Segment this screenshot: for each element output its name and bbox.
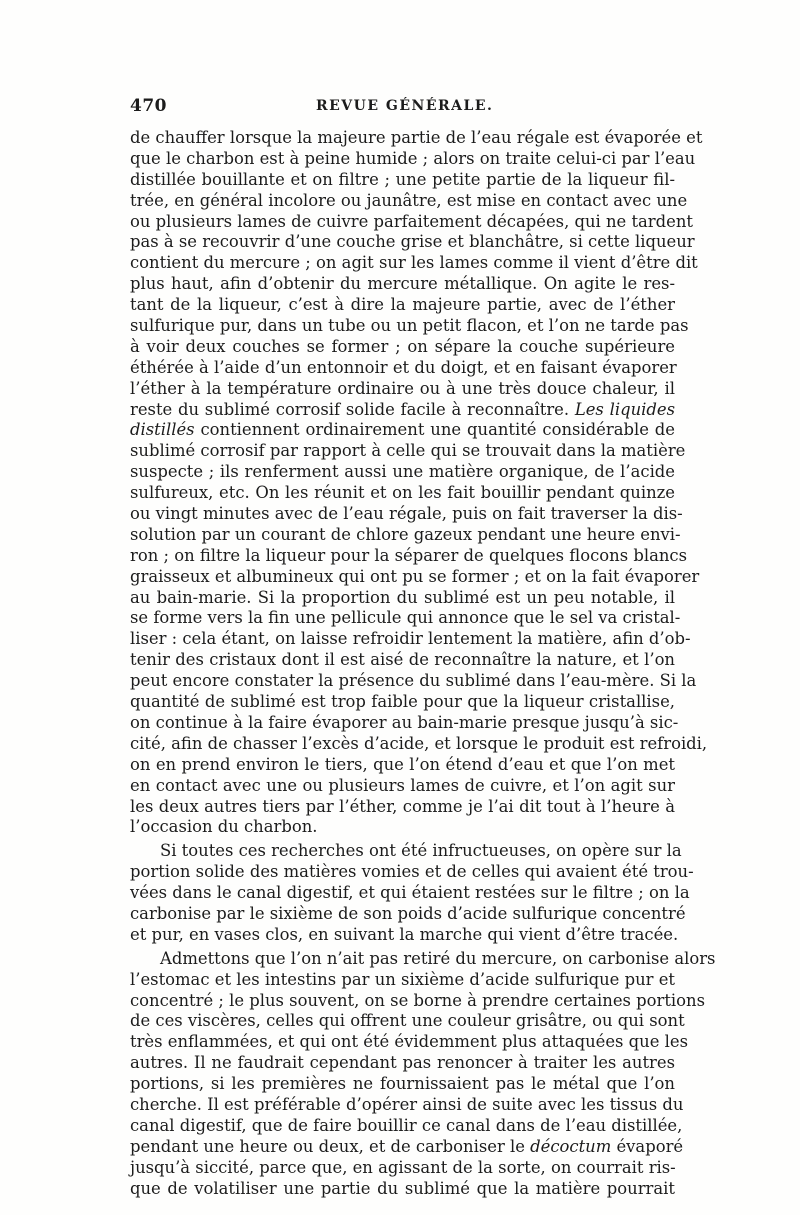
text-segment: l’occasion du charbon. (130, 817, 318, 837)
text-segment: évaporé (611, 1136, 684, 1156)
text-segment: carbonise par le sixième de son poids d’acide sulfurique concentré (130, 903, 686, 923)
text-segment: l’éther à la température ordinaire ou à une très douce chaleur, il (130, 378, 675, 398)
text-line (130, 316, 689, 337)
text-segment: très enflammées, et qui ont été évidemment plus attaquées que les (130, 1032, 688, 1052)
text-line (130, 128, 703, 149)
text-segment: portions, si les premières ne fournissaient pas le métal que l’on (130, 1074, 675, 1094)
text-line (130, 295, 675, 316)
text-segment: suspecte ; ils renferment aussi une matière organique, de l’acide (130, 462, 675, 482)
text-line (130, 1158, 675, 1179)
text-line (130, 190, 688, 212)
text-segment: on en prend environ le tiers, que l’on étend d’eau et que l’on met (130, 754, 675, 774)
text-line (130, 990, 706, 1012)
text-line (130, 797, 675, 818)
text-segment: quantité de sublimé est trop faible pour que la liqueur cristallise, (130, 692, 675, 712)
text-segment: plus haut, afin d’obtenir du mercure métallique. On agite le res- (130, 274, 675, 294)
text-line (130, 1074, 675, 1095)
body-text (130, 128, 716, 1199)
text-segment: vées dans le canal digestif, et qui étaient restées sur le filtre ; on la (130, 883, 690, 903)
text-segment: liser : cela étant, on laisse refroidir lentement la matière, afin d’ob- (130, 629, 691, 649)
text-segment: ou plusieurs lames de cuivre parfaitement décapées, qui ne tardent (130, 211, 693, 231)
text-line (130, 232, 695, 253)
text-line (130, 524, 681, 546)
text-line (130, 274, 675, 295)
text-segment: et pur, en vases clos, en suivant la marche qui vient d’être tracée. (130, 924, 679, 944)
text-segment: ou vingt minutes avec de l’eau régale, puis on fait traverser la dis- (130, 504, 683, 524)
italic-term: distillés (130, 420, 195, 440)
text-line (130, 379, 675, 400)
text-segment: Si toutes ces recherches ont été infructueuses, on opère sur la (160, 841, 682, 861)
text-line (130, 733, 708, 755)
text-segment: trée, en général incolore ou jaunâtre, est mise en contact avec une (130, 190, 688, 210)
italic-term: Les liquides (574, 399, 675, 419)
text-segment: au bain-marie. Si la proportion du sublimé est un peu notable, il (130, 587, 675, 607)
text-line (130, 483, 675, 504)
text-segment: se forme vers la fin une pellicule qui annonce que le sel va cristal- (130, 608, 681, 628)
text-segment: graisseux et albumineux qui ont pu se former ; et on la fait évaporer (130, 566, 700, 586)
text-segment: jusqu’à siccité, parce que, en agissant de la sorte, on courrait ris- (130, 1157, 676, 1177)
text-segment: contiennent ordinairement une quantité considérable de (194, 420, 675, 440)
text-line (130, 1094, 684, 1116)
text-segment: sulfureux, etc. On les réunit et on les fait bouillir pendant quinze (130, 483, 675, 503)
text-line (130, 1032, 688, 1053)
text-line (130, 170, 675, 191)
text-line (130, 712, 679, 734)
text-line (130, 1011, 685, 1032)
text-segment: à voir deux couches se former ; on sépare la couche supérieure (130, 336, 675, 356)
text-line (130, 629, 691, 650)
text-line (130, 358, 675, 379)
text-segment: canal digestif, que de faire bouillir ce canal dans de l’eau distillée, (130, 1115, 683, 1135)
text-segment: tant de la liqueur, c’est à dire la majeure partie, avec de l’éther (130, 295, 675, 315)
text-segment: pendant une heure ou deux, et de carboniser le (130, 1136, 531, 1156)
text-segment: l’estomac et les intestins par un sixième d’acide sulfurique pur et (130, 969, 675, 989)
text-line (130, 462, 675, 483)
text-line (130, 924, 679, 946)
text-line (130, 903, 686, 925)
text-segment: distillée bouillante et on filtre ; une petite partie de la liqueur fil- (130, 169, 675, 189)
text-segment: peut encore constater la présence du sublimé dans l’eau-mère. Si la (130, 671, 697, 691)
text-line (130, 1115, 683, 1137)
text-line (130, 1179, 675, 1200)
paragraph-first-line (130, 948, 716, 970)
text-line (130, 671, 697, 692)
text-line (130, 692, 675, 713)
text-segment: en contact avec une ou plusieurs lames de cuivre, et l’on agit sur (130, 775, 675, 795)
text-line (130, 337, 675, 358)
text-segment: sublimé corrosif par rapport à celle qui se trouvait dans la matière (130, 441, 686, 461)
text-line (130, 588, 675, 609)
text-line (130, 504, 683, 525)
text-segment: les deux autres tiers par l’éther, comme je l’ai dit tout à l’heure à (130, 796, 675, 816)
text-segment: éthérée à l’aide d’un entonnoir et du doigt, et en faisant évaporer (130, 357, 677, 377)
text-line (130, 211, 693, 233)
text-line (130, 566, 700, 588)
page-header (130, 96, 675, 120)
text-segment: de chauffer lorsque la majeure partie de l’eau régale est évaporée et (130, 128, 703, 147)
text-line (130, 862, 694, 883)
text-line (130, 1053, 675, 1074)
text-segment: on continue à la faire évaporer au bain-marie presque jusqu’à sic- (130, 712, 679, 732)
text-line (130, 441, 686, 462)
text-segment: cité, afin de chasser l’excès d’acide, et lorsque le produit est refroidi, (130, 733, 708, 753)
text-segment: autres. Il ne faudrait cependant pas renoncer à traiter les autres (130, 1053, 675, 1073)
text-segment: que de volatiliser une partie du sublimé que la matière pourrait (130, 1178, 675, 1198)
text-line (130, 817, 675, 838)
text-line (130, 420, 675, 441)
text-segment: pas à se recouvrir d’une couche grise et blanchâtre, si cette liqueur (130, 232, 695, 252)
italic-term: décoctum (530, 1136, 612, 1156)
text-line (130, 970, 675, 991)
page-number: 470 (130, 96, 167, 116)
text-segment: reste du sublimé corrosif solide facile à reconnaître. (130, 399, 575, 419)
text-line (130, 608, 681, 629)
text-segment: ron ; on filtre la liqueur pour la séparer de quelques flocons blancs (130, 545, 687, 565)
text-segment: cherche. Il est préférable d’opérer ainsi de suite avec les tissus du (130, 1094, 684, 1114)
text-segment: concentré ; le plus souvent, on se borne à prendre certaines portions (130, 990, 706, 1010)
text-segment: tenir des cristaux dont il est aisé de reconnaître la nature, et l’on (130, 650, 675, 670)
text-line (130, 545, 687, 567)
text-segment: de ces viscères, celles qui offrent une couleur grisâtre, ou qui sont (130, 1011, 685, 1031)
text-line (130, 148, 696, 170)
text-line (130, 400, 675, 421)
running-head: REVUE GÉNÉRALE. (316, 98, 494, 114)
text-segment: Admettons que l’on n’ait pas retiré du mercure, on carbonise alors (160, 948, 716, 968)
text-line (130, 755, 675, 776)
text-line (130, 776, 675, 797)
text-line (130, 883, 690, 904)
text-line (130, 253, 698, 274)
text-segment: que le charbon est à peine humide ; alors on traite celui-ci par l’eau (130, 148, 696, 168)
text-segment: contient du mercure ; on agit sur les lames comme il vient d’être dit (130, 253, 698, 273)
text-segment: portion solide des matières vomies et de celles qui avaient été trou- (130, 862, 694, 882)
text-segment: solution par un courant de chlore gazeux pendant une heure envi- (130, 524, 681, 544)
text-line (130, 650, 675, 671)
text-segment: sulfurique pur, dans un tube ou un petit flacon, et l’on ne tarde pas (130, 316, 689, 336)
text-line (130, 1136, 684, 1158)
paragraph-first-line (130, 841, 682, 862)
